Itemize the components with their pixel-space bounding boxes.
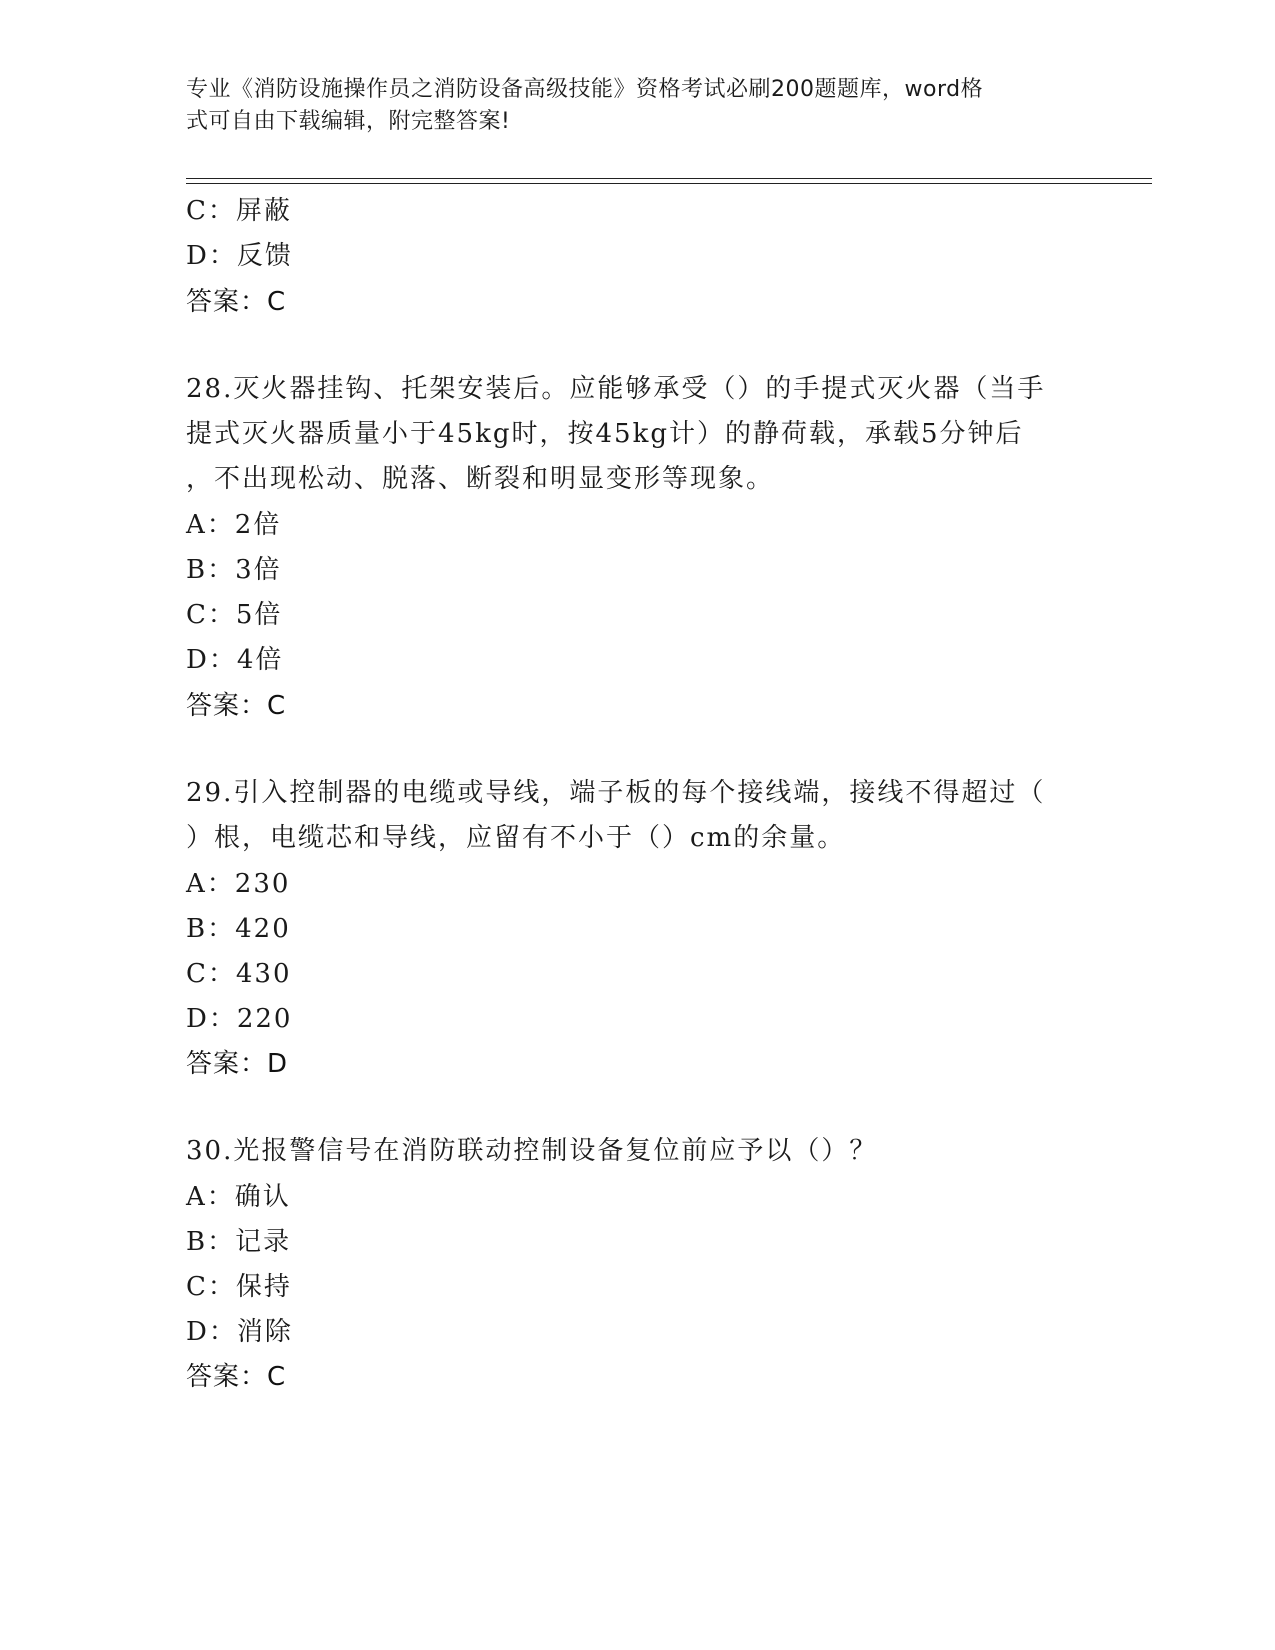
- question-30-option-c: C：保持: [186, 1272, 292, 1302]
- question-29-option-a: A：230: [186, 869, 291, 899]
- question-30-option-a: A：确认: [186, 1182, 291, 1212]
- question-28-option-a: A：2倍: [186, 510, 282, 540]
- question-28-stem-line-1: 28.灭火器挂钩、托架安装后。应能够承受（）的手提式灭火器（当手: [186, 374, 1046, 404]
- question-28-option-c: C：5倍: [186, 600, 283, 630]
- header-line-2: 式可自由下载编辑，附完整答案!: [186, 109, 511, 134]
- header-line-1: 专业《消防设施操作员之消防设备高级技能》资格考试必刷200题题库，word格: [186, 77, 984, 102]
- option-c: C：屏蔽: [186, 196, 292, 226]
- question-30-stem-line-1: 30.光报警信号在消防联动控制设备复位前应予以（）？: [186, 1136, 878, 1166]
- question-29-stem-line-2: ）根，电缆芯和导线，应留有不小于（）cm的余量。: [186, 823, 846, 853]
- header-rule-top: [186, 178, 1152, 179]
- question-30-option-d: D：消除: [186, 1317, 293, 1347]
- question-28-stem-line-3: ，不出现松动、脱落、断裂和明显变形等现象。: [186, 464, 775, 494]
- question-28-answer: 答案：C: [186, 691, 287, 721]
- question-28-option-b: B：3倍: [186, 555, 282, 585]
- question-28-option-d: D：4倍: [186, 645, 284, 675]
- header-rule-bottom: [186, 183, 1152, 184]
- question-29-option-c: C：430: [186, 959, 292, 989]
- question-29-option-b: B：420: [186, 914, 291, 944]
- answer-line: 答案：C: [186, 287, 287, 317]
- question-29-answer: 答案：D: [186, 1049, 289, 1079]
- question-29-option-d: D：220: [186, 1004, 293, 1034]
- question-28-stem-line-2: 提式灭火器质量小于45kg时，按45kg计）的静荷载，承载5分钟后: [186, 419, 1024, 449]
- document-header: [186, 74, 1066, 138]
- question-29-stem-line-1: 29.引入控制器的电缆或导线，端子板的每个接线端，接线不得超过（: [186, 778, 1046, 808]
- question-30-option-b: B：记录: [186, 1227, 292, 1257]
- option-d: D：反馈: [186, 241, 293, 271]
- question-30-answer: 答案：C: [186, 1362, 287, 1392]
